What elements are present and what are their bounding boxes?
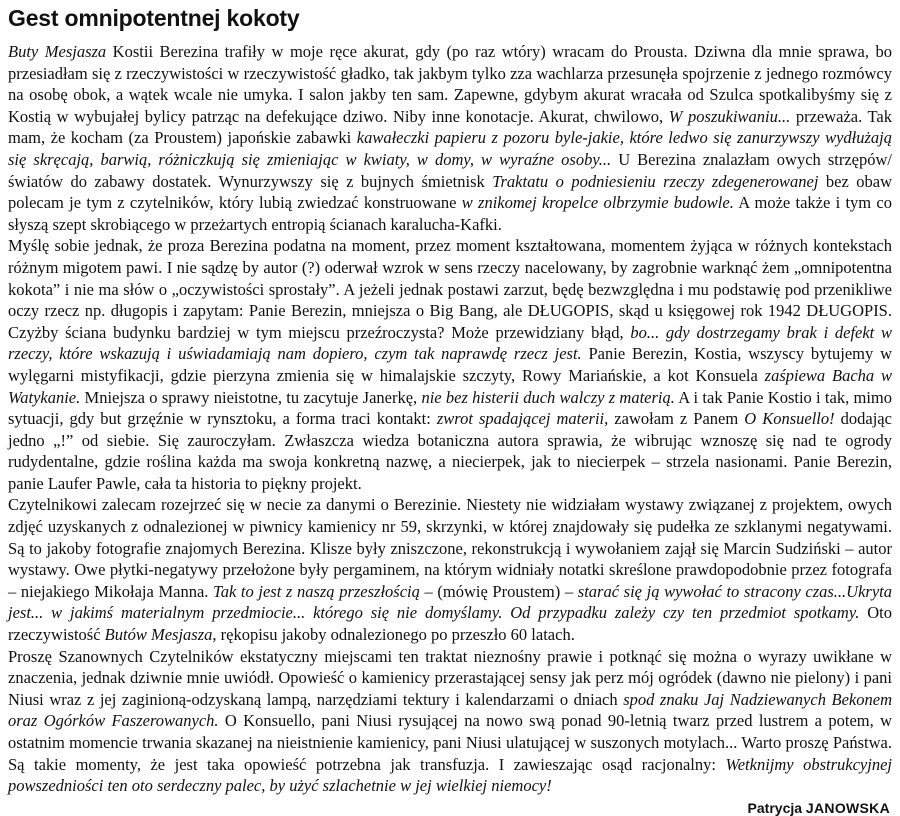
text-run: Myślę sobie jednak, że proza Berezina podatna na moment, przez moment kształtowana, momentem żyjąca w różnych kontekstach różnym migotem pawi. I nie sądzę by autor (?) oderwał wzrok w sens rzeczy nacelowany, by zagrobnie warknąć żem „omnipotentna kokota” i nie ma słów o „oczywistości sprostały”. A jeżeli jednak postawi zarzut, będę bezwzględna i mu podstawię pod przenikliwe oczy rzecz np. długopis i zapytam: Panie Berezin, mniejsza o Big Bang, ale DŁUGOPIS, skąd u księgowej rok 1942 DŁUGOPIS. Czyżby ściana budynku bardziej w tym miejscu przeźroczysta? Może przewidziany błąd,: [8, 236, 892, 342]
text-run: O Konsuello, pani Niusi rysującej na nowo swą ponad 90-letnią twarz przed lustrem a potem, w ostatnim momencie trwania skazanej na nieistnienie kamienicy, pani Niusi ulatującej w suszonych motylach... Warto proszę Państwa. Są takie momenty, że jest taka opowieść potrzebna jak transfuzja. I zawieszając osąd racjonalny:: [8, 711, 892, 774]
italic-text-run: zaśpiewa Bacha w Watykanie.: [8, 365, 892, 407]
text-run: Oto rzeczywistość: [8, 603, 892, 645]
text-run: Czytelnikowi zalecam rozejrzeć się w necie za danymi o Berezinie. Niestety nie widziałam wystawy związanej z projektem, owych zdjęć uzyskanych z odnalezionej w piwnicy kamienicy nr 59, skrzynki, w której znajdowały się pudełka ze szklanymi negatywami. Są to jakoby fotografie znajomych Berezina. Klisze były zniszczone, rekonstrukcją i wywołaniem zajął się Marcin Sudziński – autor wystawy. Owe płytki-negatywy przełożone były pergaminem, na którym widniały notatki skreślone prawdopodobnie przez fotografa – niejakiego Mikołaja Manna.: [8, 495, 892, 601]
italic-text-run: Wetknijmy obstrukcyjnej powszedniości ten oto serdeczny palec, by użyć szlachetnie w jej wielkiej niemocy!: [8, 754, 892, 796]
text-run: zawołam z Panem: [608, 409, 745, 429]
text-run: dodając jedno „!” od siebie. Się zauroczyłam. Zwłaszcza wiedza botaniczna autora sprawia, że wibrując wznoszę się nad te ogrody rudydentalne, gdzie roślina każda ma swoja konkretną nazwę, a niecierpek, jak to niecierpek – strzela nasionami. Panie Berezin, panie Laufer Pawle, cała ta historia to piękny projekt.: [8, 409, 892, 493]
italic-text-run: Butów Mesjasza: [104, 625, 213, 645]
article-title: Gest omnipotentnej kokoty: [8, 5, 300, 31]
article-paragraph-1: [8, 41, 892, 235]
article-author: [8, 800, 892, 816]
italic-text-run: O Konsuello!: [744, 409, 835, 429]
article-paragraph-2: [8, 235, 892, 494]
article-paragraph-3: [8, 494, 892, 645]
article-paragraph-4: [8, 646, 892, 797]
author-first-name: Patrycja: [747, 799, 803, 816]
italic-text-run: nie bez histerii duch walczy z materią.: [421, 387, 675, 407]
italic-text-run: Buty Mesjasza: [8, 42, 107, 61]
text-run: Kostii Berezina trafiły w moje ręce akurat, gdy (po raz wtóry) wracam do Prousta. Dziwna dla mnie sprawa, bo przesiadłam się z rzeczywistości w rzeczywistość gładko, tak jakbym tylko zza wachlarza przesunęła spojrzenie z jednego rozmówcy na osobę obok, a wątek wcale nie umyka. I salon jakby ten sam. Zapewne, gdybym akurat wracała od Szulca spotkalibyśmy się z Kostią w wybujałej bylicy patrząc na defekujące dziwo. Niby inne konotacje. Akurat, chwilowo,: [8, 42, 892, 126]
italic-text-run: Traktatu o podniesieniu rzeczy zdegenerowanej: [492, 171, 819, 191]
article-body: [8, 41, 892, 797]
text-run: przeważa. Tak mam, że kocham (za Proustem) japońskie zabawki: [8, 106, 892, 148]
italic-text-run: zwrot spadającej materii,: [436, 409, 609, 429]
text-run: , rękopisu jakoby odnalezionego po przeszło 60 latach.: [212, 625, 575, 645]
text-run: A może także i tym co słyszą szept skrobiącego w przeżartych entropią ścianach karalucha-Kafki.: [8, 193, 892, 234]
text-run: Proszę Szanownych Czytelników ekstatyczny miejscami ten traktat nieznośny prawie i potknąć się można o wyrazy uwikłane w znaczenia, jednak dziwnie mnie uwiódł. Opowieść o kamienicy przerastającej sensy jak perz mój ogródek (dawno nie pielony) i pani Niusi wraz z jej zaginioną-odzyskaną lampą, narzędziami tektury i kalendarzami o dniach: [8, 646, 892, 709]
text-run: Panie Berezin, Kostia, wszyscy bytujemy w wylęgarni mistyfikacji, gdzie pierzyna zmienia się w himalajskie szczyty, Rowy Mariańskie, a kot Konsuela: [8, 344, 892, 385]
text-run: – (mówię Proustem) –: [419, 581, 578, 601]
italic-text-run: bo... gdy dostrzegamy brak i defekt w rzeczy, które wskazują i uświadamiają nam dopiero, czym tak naprawdę rzecz jest.: [8, 322, 892, 364]
italic-text-run: kawałeczki papieru z pozoru byle-jakie, które ledwo się zanurzywszy wydłużają się skręcają, barwią, różniczkują się zmieniając w kwiaty, w domy, w wyraźne osoby...: [8, 128, 892, 169]
italic-text-run: W poszukiwaniu...: [668, 106, 791, 126]
italic-text-run: spod znaku Jaj Nadziewanych Bekonem oraz Ogórków Faszerowanych.: [8, 689, 892, 731]
text-run: Mniejsza o sprawy nieistotne, tu zacytuje Janerkę,: [80, 387, 422, 407]
italic-text-run: starać się ją wywołać to stracony czas...Ukryta jest... w jakimś materialnym przedmiocie... którego się nie domyślamy. Od przypadku zależy czy ten przedmiot spotkamy.: [8, 581, 893, 623]
text-run: bez obaw polecam je tym z czytelników, który lubią zwiedzać konstruowane: [8, 171, 892, 213]
author-last-name: JANOWSKA: [805, 799, 890, 816]
italic-text-run: Tak to jest z naszą przeszłością: [213, 581, 420, 601]
text-run: A i tak Panie Kostio i tak, mimo sytuacji, gdy but grzęźnie w rynsztoku, a forma traci kontakt:: [8, 387, 892, 429]
text-run: U Berezina znalazłam owych strzępów/światów do zabawy dostatek. Wynurzywszy się z bujnych śmietnisk: [8, 149, 892, 191]
italic-text-run: w znikomej kropelce olbrzymie budowle.: [461, 193, 734, 213]
